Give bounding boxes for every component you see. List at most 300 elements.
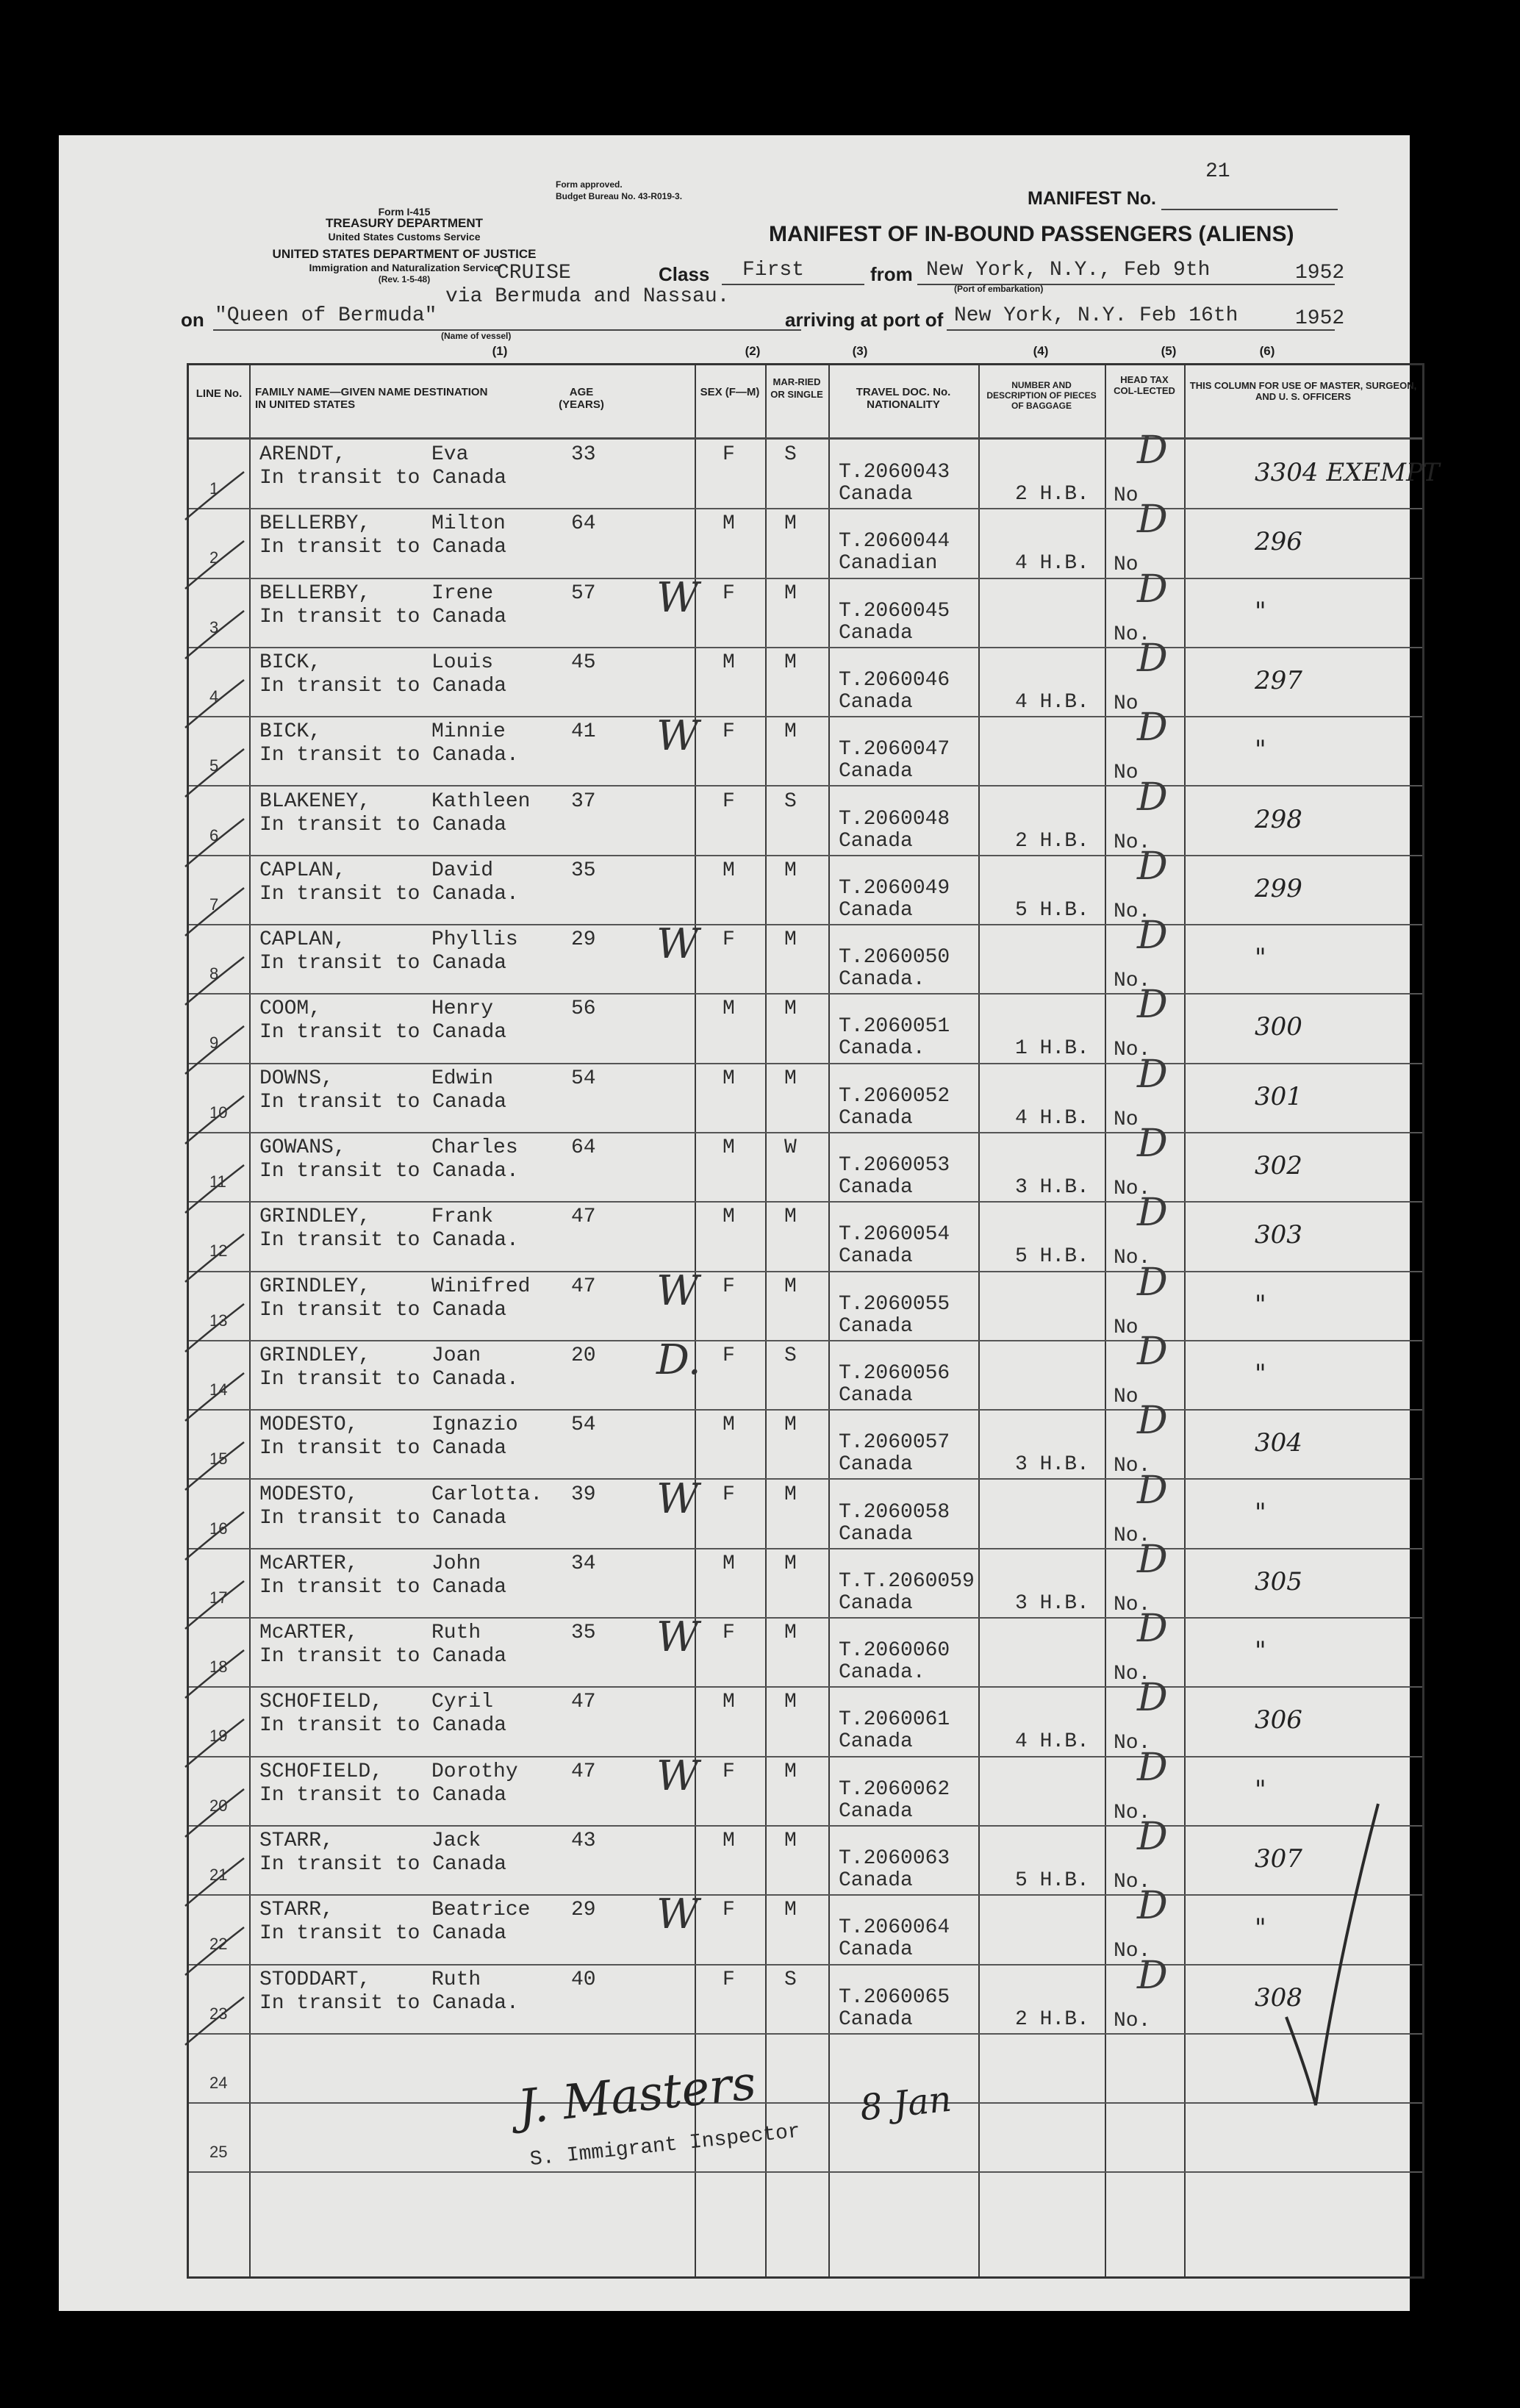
travel-doc-number: T.2060058 — [839, 1500, 950, 1524]
class-label: Class — [659, 263, 710, 285]
family-name: STARR, — [259, 1899, 334, 1922]
nationality: Canada — [839, 760, 913, 784]
marital-status: M — [784, 1413, 797, 1437]
manifest-no-label: MANIFEST No. — [1028, 188, 1156, 209]
nationality: Canada — [839, 1106, 913, 1130]
travel-doc-number: T.2060055 — [839, 1292, 950, 1316]
manifest-no: 21 — [1205, 160, 1230, 183]
nationality: Canada — [839, 621, 913, 645]
nationality: Canada — [839, 1591, 913, 1615]
nationality: Canada — [839, 898, 913, 922]
age: 39 — [571, 1483, 596, 1506]
nationality: Canada — [839, 1730, 913, 1754]
arriving-value: New York, N.Y. Feb 16th — [954, 304, 1238, 327]
destination: In transit to Canada. — [259, 1367, 519, 1391]
row-line-number: 20 — [209, 1796, 228, 1815]
handwritten-mark: D. — [656, 1336, 701, 1384]
family-name: GRINDLEY, — [259, 1205, 371, 1229]
nationality: Canadian — [839, 552, 938, 576]
head-tax: No. — [1114, 831, 1151, 854]
destination: In transit to Canada — [259, 1437, 507, 1461]
destination: In transit to Canada — [259, 467, 507, 490]
vessel-name: "Queen of Bermuda" — [215, 304, 437, 327]
tax-initial-mark: D — [1137, 1399, 1168, 1444]
travel-doc-number: T.2060062 — [839, 1777, 950, 1801]
column-number-6: (6) — [1259, 344, 1275, 358]
manifest-title: MANIFEST OF IN-BOUND PASSENGERS (ALIENS) — [769, 222, 1294, 246]
sex: F — [723, 928, 735, 952]
given-name: Louis — [431, 651, 494, 674]
officer-note: 298 — [1255, 804, 1302, 834]
officer-note: 302 — [1255, 1151, 1302, 1180]
row-line-number: 16 — [209, 1519, 228, 1538]
table-row — [189, 1052, 1422, 1133]
nationality: Canada. — [839, 1661, 925, 1685]
port-embark-caption: (Port of embarkation) — [954, 284, 1044, 294]
nationality: Canada — [839, 1453, 913, 1477]
family-name: GRINDLEY, — [259, 1344, 371, 1367]
officer-note: " — [1255, 735, 1266, 765]
marital-status: M — [784, 1622, 797, 1645]
row-line-number: 8 — [209, 964, 219, 983]
travel-doc-number: T.2060047 — [839, 738, 950, 762]
marital-status: M — [784, 1899, 797, 1922]
destination: In transit to Canada. — [259, 744, 519, 767]
col-baggage: NUMBER AND DESCRIPTION OF PIECES OF BAGGAGE — [986, 380, 1097, 411]
handwritten-mark: W — [656, 1891, 699, 1939]
tax-initial-mark: D — [1137, 775, 1168, 820]
officer-note: 300 — [1255, 1012, 1302, 1042]
col-age: AGE (YEARS) — [559, 386, 604, 411]
inspector-signature: J. Masters — [515, 2056, 759, 2135]
tax-initial-mark: D — [1137, 914, 1168, 958]
head-tax: No. — [1114, 2009, 1151, 2032]
column-number-2: (2) — [745, 344, 761, 358]
officer-note: " — [1255, 1358, 1266, 1388]
handwritten-mark: W — [656, 1613, 699, 1662]
handwritten-mark: W — [656, 920, 699, 969]
arriving-label: arriving at port of — [785, 309, 944, 331]
nationality: Canada — [839, 829, 913, 853]
table-row — [189, 429, 1440, 509]
table-row — [189, 1399, 1422, 1480]
handwritten-mark: W — [656, 1474, 699, 1523]
family-name: DOWNS, — [259, 1067, 334, 1090]
baggage: 5 H.B. — [1015, 1245, 1089, 1269]
officer-note: 304 — [1255, 1428, 1302, 1458]
baggage: 3 H.B. — [1015, 1176, 1089, 1199]
travel-doc-number: T.2060052 — [839, 1084, 950, 1108]
destination: In transit to Canada — [259, 1645, 507, 1669]
head-tax: No — [1114, 1385, 1139, 1408]
given-name: Phyllis — [431, 928, 518, 952]
form-number: Form I-415 — [378, 206, 431, 218]
sex: M — [723, 1136, 735, 1159]
nationality: Canada — [839, 1176, 913, 1199]
table-row — [189, 1122, 1422, 1203]
travel-doc-number: T.2060056 — [839, 1361, 950, 1385]
travel-doc-number: T.T.2060059 — [839, 1569, 975, 1593]
row-line-number: 24 — [209, 2073, 228, 2092]
age: 54 — [571, 1067, 596, 1090]
column-number-5: (5) — [1161, 344, 1177, 358]
family-name: COOM, — [259, 997, 322, 1021]
age: 54 — [571, 1413, 596, 1437]
travel-doc-number: T.2060044 — [839, 530, 950, 553]
nationality: Canada — [839, 2007, 913, 2031]
age: 57 — [571, 581, 596, 605]
head-tax: No. — [1114, 970, 1151, 993]
nationality: Canada — [839, 1383, 913, 1407]
nationality: Canada — [839, 1245, 913, 1269]
dept-ins: Immigration and Naturalization Service — [309, 262, 500, 273]
marital-status: S — [784, 1968, 797, 1991]
year-arrival: 1952 — [1295, 307, 1345, 330]
family-name: SCHOFIELD, — [259, 1691, 384, 1714]
family-name: STODDART, — [259, 1968, 371, 1991]
given-name: Beatrice — [431, 1899, 531, 1922]
tax-initial-mark: D — [1137, 1953, 1168, 1998]
head-tax: No. — [1114, 1455, 1151, 1478]
destination: In transit to Canada — [259, 813, 507, 836]
sex: M — [723, 1830, 735, 1852]
family-name: CAPLAN, — [259, 928, 346, 952]
table-row — [189, 1815, 1422, 1896]
inspector-initials: 8 Jan — [858, 2078, 954, 2129]
nationality: Canada — [839, 1314, 913, 1338]
dept-treasury: TREASURY DEPARTMENT — [325, 216, 484, 230]
table-row — [189, 1745, 1422, 1827]
family-name: MODESTO, — [259, 1483, 359, 1506]
travel-doc-number: T.2060050 — [839, 946, 950, 970]
table-row — [189, 1260, 1422, 1341]
marital-status: M — [784, 581, 797, 605]
travel-doc-number: T.2060046 — [839, 668, 950, 692]
table-row — [189, 567, 1422, 648]
handwritten-mark: W — [656, 1752, 699, 1800]
nationality: Canada. — [839, 1037, 925, 1061]
row-line-number: 12 — [209, 1241, 228, 1261]
sex: M — [723, 1067, 735, 1090]
age: 33 — [571, 443, 596, 466]
head-tax: No — [1114, 692, 1139, 715]
sex: M — [723, 859, 735, 882]
baggage: 2 H.B. — [1015, 483, 1089, 506]
row-line-number: 15 — [209, 1450, 228, 1469]
col-officers: THIS COLUMN FOR USE OF MASTER, SURGEON, AND U. S. OFFICERS — [1189, 380, 1417, 402]
family-name: McARTER, — [259, 1622, 359, 1645]
age: 35 — [571, 859, 596, 882]
family-name: BICK, — [259, 651, 322, 674]
vessel-caption: (Name of vessel) — [441, 331, 512, 341]
age: 40 — [571, 1968, 596, 1991]
travel-doc-number: T.2060060 — [839, 1639, 950, 1663]
sex: M — [723, 1552, 735, 1575]
given-name: Ruth — [431, 1622, 481, 1645]
family-name: STARR, — [259, 1830, 334, 1852]
head-tax: No — [1114, 484, 1139, 507]
head-tax: No. — [1114, 1524, 1151, 1547]
age: 20 — [571, 1344, 596, 1367]
handwritten-mark: W — [656, 573, 699, 622]
family-name: MODESTO, — [259, 1413, 359, 1437]
travel-doc-number: T.2060065 — [839, 1985, 950, 2009]
sex: F — [723, 1899, 735, 1922]
table-row — [189, 1329, 1422, 1411]
destination: In transit to Canada — [259, 536, 507, 559]
officer-note: 308 — [1255, 1982, 1302, 2013]
given-name: Charles — [431, 1136, 518, 1159]
manifest-table — [187, 363, 1440, 2279]
given-name: Henry — [431, 997, 494, 1021]
family-name: BELLERBY, — [259, 581, 371, 605]
head-tax: No — [1114, 1108, 1139, 1131]
officer-note: 303 — [1255, 1220, 1302, 1250]
family-name: SCHOFIELD, — [259, 1760, 384, 1783]
sex: M — [723, 1205, 735, 1229]
nationality: Canada — [839, 1522, 913, 1546]
baggage: 2 H.B. — [1015, 829, 1089, 853]
tax-initial-mark: D — [1137, 636, 1168, 681]
row-line-number: 23 — [209, 2004, 228, 2023]
marital-status: M — [784, 997, 797, 1021]
row-line-number: 14 — [209, 1380, 228, 1399]
sex: F — [723, 720, 735, 744]
row-line-number: 5 — [209, 756, 219, 775]
tax-initial-mark: D — [1137, 429, 1168, 473]
family-name: BELLERBY, — [259, 512, 371, 536]
officer-note: 297 — [1255, 665, 1302, 695]
travel-doc-number: T.2060064 — [839, 1916, 950, 1940]
table-row — [189, 1884, 1422, 1965]
head-tax: No. — [1114, 900, 1151, 923]
baggage: 3 H.B. — [1015, 1453, 1089, 1477]
destination: In transit to Canada — [259, 1853, 507, 1876]
tax-initial-mark: D — [1137, 1468, 1168, 1513]
table-row — [189, 498, 1422, 578]
given-name: Joan — [431, 1344, 481, 1367]
table-row — [189, 1607, 1422, 1688]
row-line-number: 6 — [209, 825, 219, 845]
marital-status: M — [784, 1552, 797, 1575]
column-number-3: (3) — [852, 344, 868, 358]
row-line-number: 2 — [209, 548, 219, 567]
dept-customs: United States Customs Service — [328, 231, 481, 243]
head-tax: No — [1114, 762, 1139, 785]
inspector-title: S. Immigrant Inspector — [528, 2120, 802, 2172]
sex: F — [723, 581, 735, 605]
nationality: Canada — [839, 1938, 913, 1962]
cruise-label: CRUISE — [497, 262, 571, 284]
row-line-number: 7 — [209, 895, 219, 914]
sex: F — [723, 1760, 735, 1783]
family-name: ARENDT, — [259, 443, 346, 466]
via-route: via Bermuda and Nassau. — [445, 285, 730, 308]
handwritten-mark: W — [656, 712, 699, 761]
destination: In transit to Canada — [259, 674, 507, 698]
col-head-tax: HEAD TAX COL-LECTED — [1114, 374, 1175, 396]
age: 35 — [571, 1622, 596, 1645]
row-line-number: 19 — [209, 1727, 228, 1746]
officer-note: " — [1255, 596, 1266, 626]
marital-status: M — [784, 1691, 797, 1714]
destination: In transit to Canada — [259, 1575, 507, 1599]
check-mark-icon — [1279, 1796, 1382, 2113]
manifest-rows — [189, 429, 1440, 2276]
given-name: Dorothy — [431, 1760, 518, 1783]
destination: In transit to Canada — [259, 1714, 507, 1738]
head-tax: No. — [1114, 1940, 1151, 1963]
family-name: BICK, — [259, 720, 322, 744]
age: 29 — [571, 928, 596, 952]
destination: In transit to Canada — [259, 1506, 507, 1530]
marital-status: M — [784, 1275, 797, 1298]
head-tax: No. — [1114, 1247, 1151, 1270]
baggage: 4 H.B. — [1015, 690, 1089, 714]
table-row — [189, 2033, 1422, 2104]
sex: F — [723, 1483, 735, 1506]
tax-initial-mark: D — [1137, 498, 1168, 542]
tax-initial-mark: D — [1137, 844, 1168, 889]
age: 29 — [571, 1899, 596, 1922]
destination: In transit to Canada — [259, 1021, 507, 1044]
row-line-number: 10 — [209, 1103, 228, 1122]
on-label: on — [181, 309, 204, 331]
marital-status: M — [784, 1067, 797, 1090]
officer-note: 306 — [1255, 1705, 1302, 1735]
age: 56 — [571, 997, 596, 1021]
sex: M — [723, 512, 735, 536]
travel-doc-number: T.2060049 — [839, 876, 950, 900]
officer-note: 301 — [1255, 1081, 1302, 1111]
baggage: 4 H.B. — [1015, 1106, 1089, 1130]
tax-initial-mark: D — [1137, 1676, 1168, 1721]
head-tax: No. — [1114, 1593, 1151, 1616]
row-line-number: 1 — [209, 479, 219, 498]
head-tax: No. — [1114, 1663, 1151, 1686]
nationality: Canada — [839, 1799, 913, 1823]
baggage: 4 H.B. — [1015, 552, 1089, 576]
family-name: GOWANS, — [259, 1136, 346, 1159]
officer-note: " — [1255, 1497, 1266, 1527]
destination: In transit to Canada — [259, 952, 507, 975]
family-name: GRINDLEY, — [259, 1275, 371, 1298]
row-line-number: 17 — [209, 1588, 228, 1607]
head-tax: No. — [1114, 1039, 1151, 1062]
table-row — [189, 775, 1422, 856]
col-line-no: LINE No. — [196, 387, 243, 400]
nationality: Canada — [839, 690, 913, 714]
officer-note: 296 — [1255, 527, 1302, 557]
destination: In transit to Canada — [259, 1922, 507, 1946]
officer-note: 3304 EXEMPT — [1255, 458, 1440, 487]
tax-initial-mark: D — [1137, 1815, 1168, 1859]
tax-initial-mark: D — [1137, 1884, 1168, 1929]
travel-doc-number: T.2060048 — [839, 807, 950, 831]
tax-initial-mark: D — [1137, 1122, 1168, 1166]
from-label: from — [870, 263, 913, 285]
given-name: Frank — [431, 1205, 494, 1229]
tax-initial-mark: D — [1137, 1052, 1168, 1097]
table-row — [189, 1676, 1422, 1757]
baggage: 5 H.B. — [1015, 898, 1089, 922]
table-row — [189, 1468, 1422, 1549]
age: 37 — [571, 789, 596, 813]
head-tax: No. — [1114, 1801, 1151, 1824]
given-name: Ruth — [431, 1968, 481, 1991]
given-name: Jack — [431, 1830, 481, 1852]
marital-status: M — [784, 928, 797, 952]
given-name: Irene — [431, 581, 494, 605]
tax-initial-mark: D — [1137, 1329, 1168, 1374]
officer-note: " — [1255, 1636, 1266, 1666]
table-row — [189, 1191, 1422, 1272]
destination: In transit to Canada. — [259, 1160, 519, 1183]
marital-status: M — [784, 651, 797, 674]
sex: F — [723, 1622, 735, 1645]
sex: M — [723, 1413, 735, 1437]
head-tax: No. — [1114, 1732, 1151, 1755]
row-line-number: 22 — [209, 1935, 228, 1954]
officer-note: " — [1255, 1774, 1266, 1805]
age: 34 — [571, 1552, 596, 1575]
officer-note: " — [1255, 943, 1266, 973]
row-line-number: 11 — [209, 1172, 226, 1191]
family-name: BLAKENEY, — [259, 789, 371, 813]
marital-status: M — [784, 1483, 797, 1506]
row-line-number: 9 — [209, 1033, 219, 1053]
given-name: Milton — [431, 512, 506, 536]
family-name: CAPLAN, — [259, 859, 346, 882]
given-name: Minnie — [431, 720, 506, 744]
form-rev: (Rev. 1-5-48) — [378, 274, 431, 284]
sex: F — [723, 789, 735, 813]
form-approved: Form approved. — [556, 179, 623, 190]
given-name: David — [431, 859, 494, 882]
travel-doc-number: T.2060053 — [839, 1154, 950, 1177]
travel-doc-number: T.2060057 — [839, 1431, 950, 1455]
officer-note: " — [1255, 1913, 1266, 1943]
age: 47 — [571, 1691, 596, 1714]
sex: F — [723, 1275, 735, 1298]
class-value: First — [742, 259, 805, 282]
baggage: 2 H.B. — [1015, 2007, 1089, 2031]
travel-doc-number: T.2060043 — [839, 461, 950, 484]
budget-bureau: Budget Bureau No. 43-R019-3. — [556, 191, 683, 201]
travel-doc-number: T.2060061 — [839, 1708, 950, 1732]
sex: M — [723, 651, 735, 674]
head-tax: No. — [1114, 1871, 1151, 1893]
officer-note: 299 — [1255, 873, 1302, 903]
table-row — [189, 844, 1422, 925]
row-line-number: 25 — [209, 2143, 228, 2162]
travel-doc-number: T.2060063 — [839, 1847, 950, 1870]
nationality: Canada — [839, 483, 913, 506]
marital-status: M — [784, 1205, 797, 1229]
column-number-1: (1) — [492, 344, 508, 358]
sex: F — [723, 1344, 735, 1367]
sex: M — [723, 1691, 735, 1714]
sex: M — [723, 997, 735, 1021]
given-name: John — [431, 1552, 481, 1575]
given-name: Carlotta. — [431, 1483, 543, 1506]
baggage: 3 H.B. — [1015, 1591, 1089, 1615]
col-sex: SEX (F—M) — [700, 386, 760, 398]
officer-note: 307 — [1255, 1844, 1302, 1874]
nationality: Canada. — [839, 968, 925, 992]
col-name-destination: FAMILY NAME—GIVEN NAME DESTINATION IN UNITED STATES — [255, 386, 488, 411]
travel-doc-number: T.2060051 — [839, 1015, 950, 1039]
